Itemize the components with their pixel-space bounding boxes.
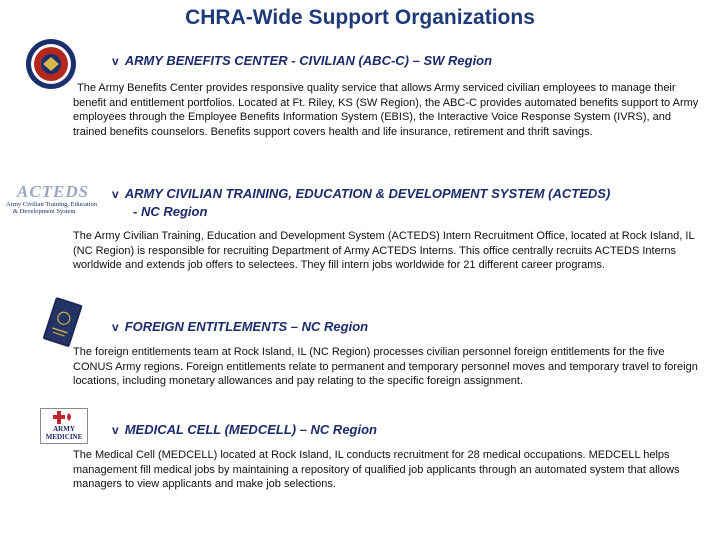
section-heading-medcell [112,422,672,438]
bullet-icon: v [112,423,119,437]
army-seal-icon [25,38,77,90]
heading-text: FOREIGN ENTITLEMENTS – NC Region [124,319,369,334]
section-body-medcell: The Medical Cell (MEDCELL) located at Rock Island, IL conducts recruitment for 28 medical occupations. MEDCELL helps management fill medical jobs by maintaining a repository of qualified job applicants through an automated system that allows managers to view applicants and make job selections. [73,449,680,490]
passport-logo [38,296,86,352]
medical-cross-icon [41,409,87,425]
heading-text: ARMY BENEFITS CENTER - CIVILIAN (ABC-C) – SW Region [124,53,493,68]
page-title: CHRA-Wide Support Organizations [185,6,535,29]
section-heading-foreign [112,319,672,335]
bullet-icon: v [112,320,119,334]
section-heading-acteds [112,186,702,202]
acteds-logo-word: ACTEDS [17,182,90,201]
section-body-acteds: The Army Civilian Training, Education and Development System (ACTEDS) Intern Recruitment Office, located at Rock Island, IL (NC Region) is responsible for recruiting Department of Army ACTEDS Interns. This office centrally recruits ACTEDS Interns worldwide and extends job offers to selectees. They fill intern jobs worldwide for 21 different career programs. [73,230,695,271]
acteds-logo-caption-1: Army Civilian Training, Education [6,201,97,208]
section-body-abcc: The Army Benefits Center provides responsive quality service that allows Army serviced civilian employees to manage their benefit and entitlement portfolios. Located at Ft. Riley, KS (SW Region), the ABC-C provides automated benefits support to Army employees through the Employee Benefits Information System (EBIS), the Interactive Voice Response System (IVRS), and trained benefits counselors. Benefits support covers health and life insurance, retirement and thrift savings. [73,82,699,138]
heading-text: ARMY CIVILIAN TRAINING, EDUCATION & DEVELOPMENT SYSTEM (ACTEDS) [124,186,611,201]
army-medicine-word-2: MEDICINE [45,433,83,441]
section-heading-abcc [112,53,672,69]
section-heading-acteds-region: - NC Region [133,204,208,219]
passport-icon [38,296,86,352]
bullet-icon: v [112,187,119,201]
heading-text: MEDICAL CELL (MEDCELL) – NC Region [124,422,377,437]
army-medicine-logo [40,408,88,444]
bullet-icon: v [112,54,119,68]
acteds-logo-caption-2: & Development System [13,208,76,215]
section-body-foreign: The foreign entitlements team at Rock Island, IL (NC Region) processes civilian personnel foreign entitlements for the five CONUS Army regions. Foreign entitlements relate to permanent and temporary personnel moves and temporary travel to foreign locations, including monetary allowances and pay relating to the specific foreign assignment. [73,346,698,387]
acteds-logo [3,183,121,217]
army-medicine-word-1: ARMY [53,425,75,433]
army-seal-logo [25,38,77,90]
